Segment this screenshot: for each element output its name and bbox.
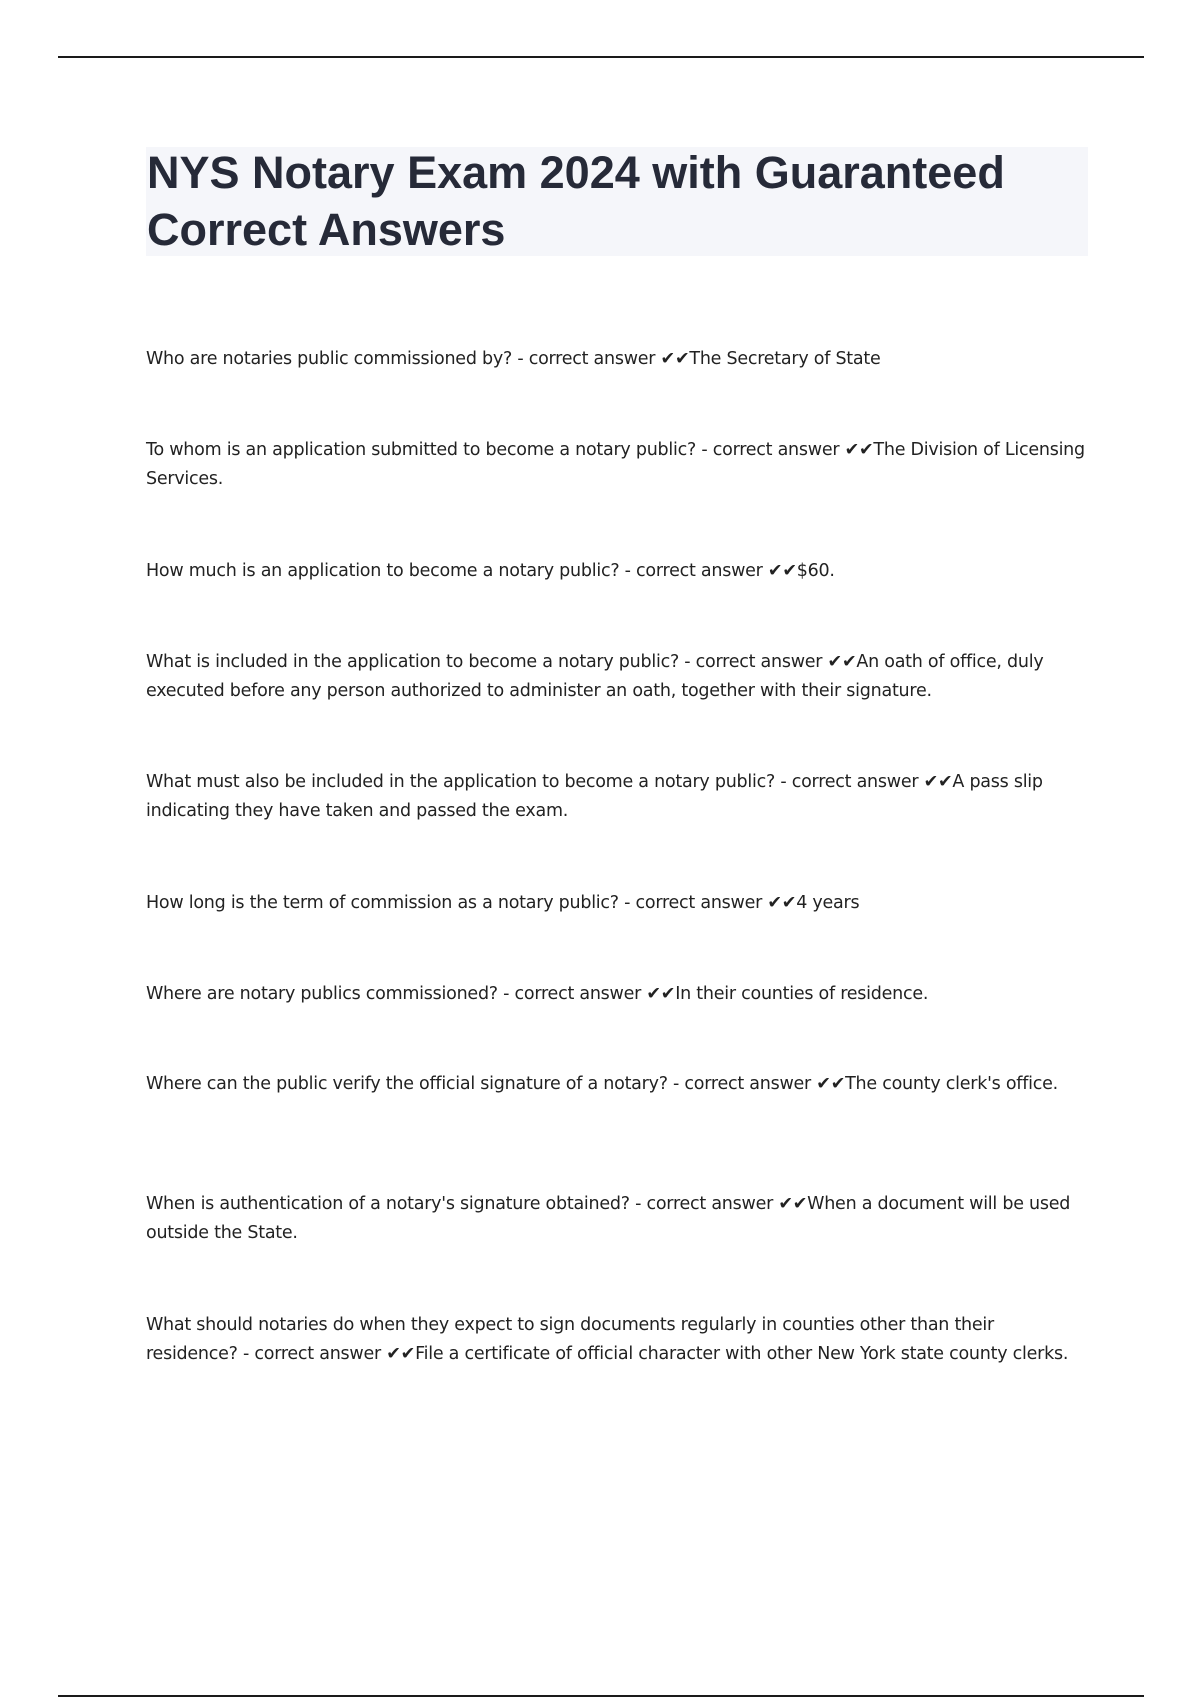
top-rule: [58, 56, 1144, 58]
qa-item-1: Who are notaries public commissioned by? - correct answer ✔✔The Secretary of State: [146, 349, 881, 369]
qa-item-8: Where can the public verify the official signature of a notary? - correct answer ✔✔The county clerk's office.: [146, 1074, 1058, 1094]
bottom-rule: [58, 1695, 1144, 1697]
title-box: [146, 147, 1088, 256]
qa-item-7: Where are notary publics commissioned? - correct answer ✔✔In their counties of residence.: [146, 984, 929, 1004]
qa-item-3: How much is an application to become a notary public? - correct answer ✔✔$60.: [146, 561, 835, 581]
qa-item-4: What is included in the application to become a notary public? - correct answer ✔✔An oath of office, duly executed before any person authorized to administer an oath, together with their signature.: [146, 652, 1044, 701]
qa-item-9: When is authentication of a notary's signature obtained? - correct answer ✔✔When a document will be used outside the State.: [146, 1194, 1071, 1243]
document-title: NYS Notary Exam 2024 with Guaranteed Correct Answers: [147, 147, 1005, 255]
qa-item-6: How long is the term of commission as a notary public? - correct answer ✔✔4 years: [146, 893, 860, 913]
qa-item-10: What should notaries do when they expect to sign documents regularly in counties other than their residence? - correct answer ✔✔File a certificate of official character with other New York state county clerks.: [146, 1315, 1069, 1364]
qa-item-2: To whom is an application submitted to become a notary public? - correct answer ✔✔The Division of Licensing Services.: [146, 440, 1085, 489]
qa-item-5: What must also be included in the application to become a notary public? - correct answer ✔✔A pass slip indicating they have taken and passed the exam.: [146, 772, 1043, 821]
